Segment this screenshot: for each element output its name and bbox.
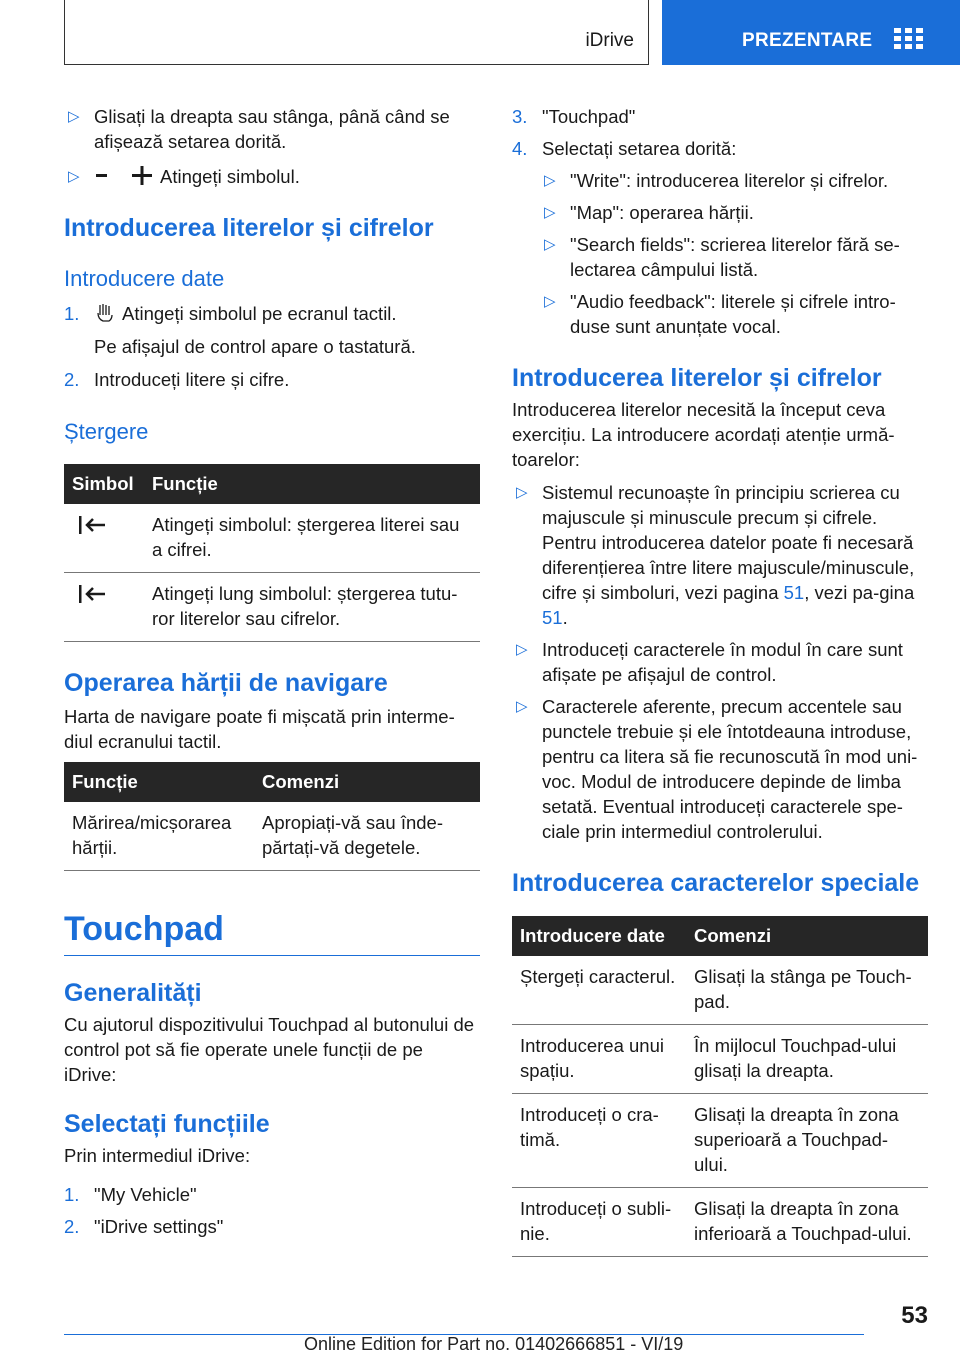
subheading-delete: Ștergere [64, 419, 149, 444]
general-text: Cu ajutorul dispozitivului Touchpad al butonului de control pot să fie operate unele funcții de pe iDrive: [64, 1014, 475, 1085]
input-step-1: 1. Atingeți simbolul pe ecranul tactil. Pe afișajul de control apare o tastatură. [64, 301, 480, 359]
page-link[interactable]: 51 [783, 582, 805, 603]
table-row: Introducerea unui spațiu. În mijlocul Touchpad-ului glisați la dreapta. [512, 1025, 928, 1094]
heading-input-letters-2: Introducerea literelor și cifrelor [512, 364, 882, 392]
heading-input-letters: Introducerea literelor și cifrelor [64, 214, 434, 242]
table-row [64, 802, 480, 871]
heading-special-chars: Introducerea caracterelor speciale [512, 869, 920, 897]
special-header-input: Introducere date [512, 916, 686, 956]
map-cell-function: Mărirea/micșorarea hărții. [64, 802, 254, 871]
bullet-accents: ▷ Caracterele aferente, precum accentele sau punctele trebuie și ele întotdeauna introduse, pentru ca litera să fie recunoscută în mod uni-voc. Modul de introducere depinde de limba setată. Eventual introduceți caracterele spe-ciale prin intermediul controlerului. [512, 694, 928, 844]
table-row: Ștergeți caracterul. Glisați la stânga pe Touch-pad. [512, 956, 928, 1025]
subheading-input-data: Introducere date [64, 266, 225, 291]
bullet-display-chars: ▷ Introduceți caracterele în modul în care sunt afișate pe afișajul de control. [512, 637, 928, 687]
bullet-zoom-symbol [64, 164, 480, 189]
table-row: Introduceți o cra-timă. Glisați la dreapta în zona superioară a Touchpad-ului. [512, 1094, 928, 1188]
heading-touchpad: Touchpad [64, 909, 480, 956]
select-intro: Prin intermediul iDrive: [64, 1145, 251, 1166]
page-number: 53 [901, 1302, 928, 1329]
delete-fn-1: Atingeți simbolul: ștergerea literei sau a cifrei. [144, 504, 480, 573]
map-header-function: Funcție [64, 762, 254, 802]
input-step-1-note: Pe afișajul de control apare o tastatură. [94, 336, 416, 357]
header-chapter-tab[interactable] [662, 0, 960, 65]
input2-text: Introducerea literelor necesită la început ceva exercițiu. La introducere acordați atenție urmă-toarelor: [512, 399, 895, 470]
select-step-4: 4. Selectați setarea dorită: [512, 138, 737, 159]
grid-menu-icon[interactable] [894, 28, 924, 50]
special-header-commands: Comenzi [686, 916, 928, 956]
select-step-2: 2. "iDrive settings" [64, 1216, 224, 1237]
map-header-commands: Comenzi [254, 762, 480, 802]
delete-header-symbol: Simbol [64, 464, 144, 504]
setting-audio-feedback: ▷ "Audio feedback": literele și cifrele intro-duse sunt anunțate vocal. [540, 289, 928, 339]
table-row [64, 504, 480, 573]
heading-map: Operarea hărții de navigare [64, 669, 388, 697]
select-step-3: 3. "Touchpad" [512, 106, 636, 127]
bullet-swipe: ▷ Glisați la dreapta sau stânga, până când se afișează setarea dorită. [64, 104, 480, 154]
heading-select-functions: Selectați funcțiile [64, 1110, 270, 1138]
setting-search-fields: ▷ "Search fields": scrierea literelor fără se-lectarea câmpului listă. [540, 232, 928, 282]
special-table [512, 916, 928, 1257]
backspace-icon [78, 583, 108, 605]
delete-header-function: Funcție [144, 464, 480, 504]
footer-edition: Online Edition for Part no. 01402666851 - VI/19 [304, 1334, 684, 1354]
heading-general: Generalități [64, 979, 202, 1007]
map-intro: Harta de navigare poate fi mișcată prin interme-diul ecranului tactil. [64, 706, 455, 752]
header-section-box [64, 0, 649, 65]
delete-fn-2: Atingeți lung simbolul: ștergerea tutu-ror literelor sau cifrelor. [144, 573, 480, 642]
header-chapter-title: PREZENTARE [742, 30, 873, 51]
minus-plus-icon [94, 166, 154, 186]
select-step-1: 1. "My Vehicle" [64, 1184, 197, 1205]
settings-list [512, 168, 928, 339]
delete-table [64, 464, 480, 642]
setting-write: ▷ "Write": introducerea literelor și cifrelor. [540, 168, 928, 193]
table-row: Introduceți o subli-nie. Glisați la dreapta în zona inferioară a Touchpad-ului. [512, 1188, 928, 1257]
right-column [512, 100, 928, 1257]
left-column [64, 100, 480, 1239]
table-row [64, 573, 480, 642]
header-section-title: iDrive [585, 30, 634, 51]
map-table [64, 762, 480, 871]
map-cell-command: Apropiați-vă sau înde-părtați-vă degetele. [254, 802, 480, 871]
bullet-zoom-text: Atingeți simbolul. [160, 166, 300, 187]
backspace-icon [78, 514, 108, 536]
page-link[interactable]: 51 [542, 607, 563, 628]
bullet-recognition: ▷ Sistemul recunoaște în principiu scrierea cu majuscule și minuscule precum și cifrele. Pentru introducerea datelor poate fi necesară diferențierea între litere majuscule/minuscule, cifre și simboluri, vezi pagina 51, vezi pa-gina 51. [512, 480, 928, 630]
setting-map: ▷ "Map": operarea hărții. [540, 200, 928, 225]
handwriting-touch-icon [94, 303, 118, 323]
input-step-2: 2. Introduceți litere și cifre. [64, 369, 290, 390]
